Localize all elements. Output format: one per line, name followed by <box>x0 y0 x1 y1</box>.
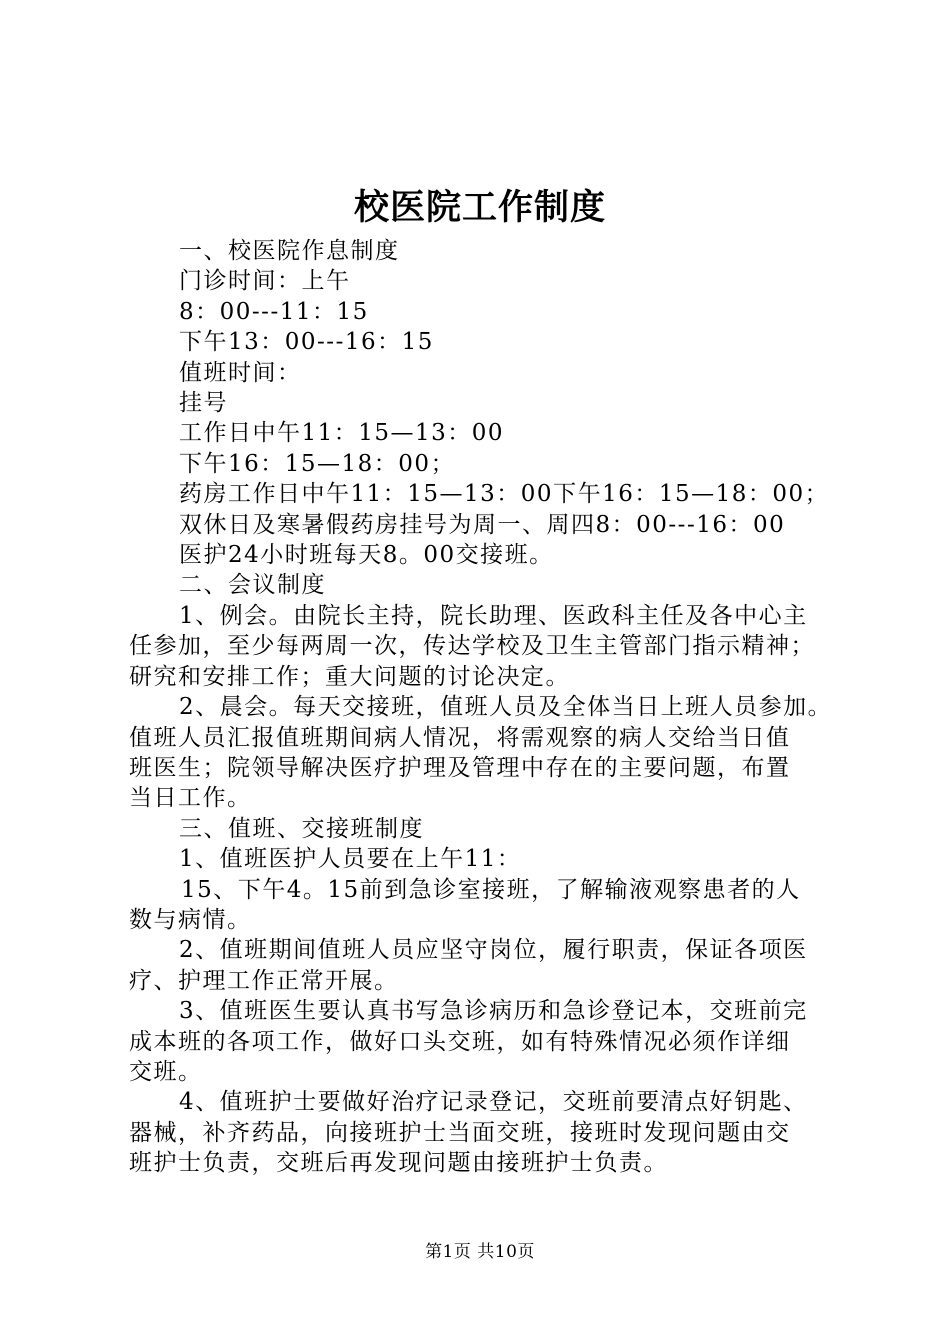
text-line: 当日工作。 <box>129 785 252 812</box>
text-line: 一、校医院作息制度 <box>179 238 400 264</box>
text-line: 研究和安排工作；重大问题的讨论决定。 <box>129 663 570 690</box>
text-line: 工作日中午11：15—13：00 <box>179 420 505 447</box>
text-line: 下午16：15—18：00； <box>179 450 456 477</box>
text-line: 交班。 <box>129 1058 203 1085</box>
text-line: 3、值班医生要认真书写急诊病历和急诊登记本，交班前完 <box>179 998 808 1025</box>
text-line: 1、例会。由院长主持，院长助理、医政科主任及各中心主 <box>179 602 808 629</box>
text-line: 2、晨会。每天交接班，值班人员及全体当日上班人员参加。 <box>179 694 833 721</box>
text-line: 2、值班期间值班人员应坚守岗位，履行职责，保证各项医 <box>179 937 808 964</box>
text-line: 双休日及寒暑假药房挂号为周一、周四8：00---16：00 <box>179 511 786 538</box>
text-line: 15、下午4。15前到急诊室接班，了解输液观察患者的人 <box>181 876 801 903</box>
document-title: 校医院工作制度 <box>353 188 606 228</box>
document-body <box>129 236 844 1179</box>
text-line: 班护士负责，交班后再发现问题由接班护士负责。 <box>129 1150 668 1177</box>
text-line: 4、值班护士要做好治疗记录登记，交班前要清点好钥匙、 <box>179 1089 808 1116</box>
text-line: 值班时间： <box>179 359 302 386</box>
page-footer: 第1页 共10页 <box>425 1242 535 1262</box>
text-line: 疗、护理工作正常开展。 <box>129 967 399 994</box>
text-line: 班医生；院领导解决医疗护理及管理中存在的主要问题，布置 <box>129 754 791 781</box>
text-line: 值班人员汇报值班期间病人情况，将需观察的病人交给当日值 <box>129 724 791 751</box>
text-line: 数与病情。 <box>129 906 252 933</box>
text-line: 8：00---11：15 <box>179 298 369 325</box>
text-line: 成本班的各项工作，做好口头交班，如有特殊情况必须作详细 <box>129 1028 791 1055</box>
text-line: 医护24小时班每天8。00交接班。 <box>179 542 554 569</box>
text-line: 二、会议制度 <box>179 572 326 599</box>
text-line: 挂号 <box>179 390 228 417</box>
text-line: 任参加，至少每两周一次，传达学校及卫生主管部门指示精神； <box>129 633 815 660</box>
text-line: 药房工作日中午11：15—13：00下午16：15—18：00； <box>179 481 830 508</box>
text-line: 下午13：00---16：15 <box>179 329 434 356</box>
text-line: 门诊时间：上午 <box>179 268 351 295</box>
text-line: 器械，补齐药品，向接班护士当面交班，接班时发现问题由交 <box>129 1119 791 1146</box>
text-line: 1、值班医护人员要在上午11： <box>179 846 522 873</box>
text-line: 三、值班、交接班制度 <box>179 815 424 842</box>
